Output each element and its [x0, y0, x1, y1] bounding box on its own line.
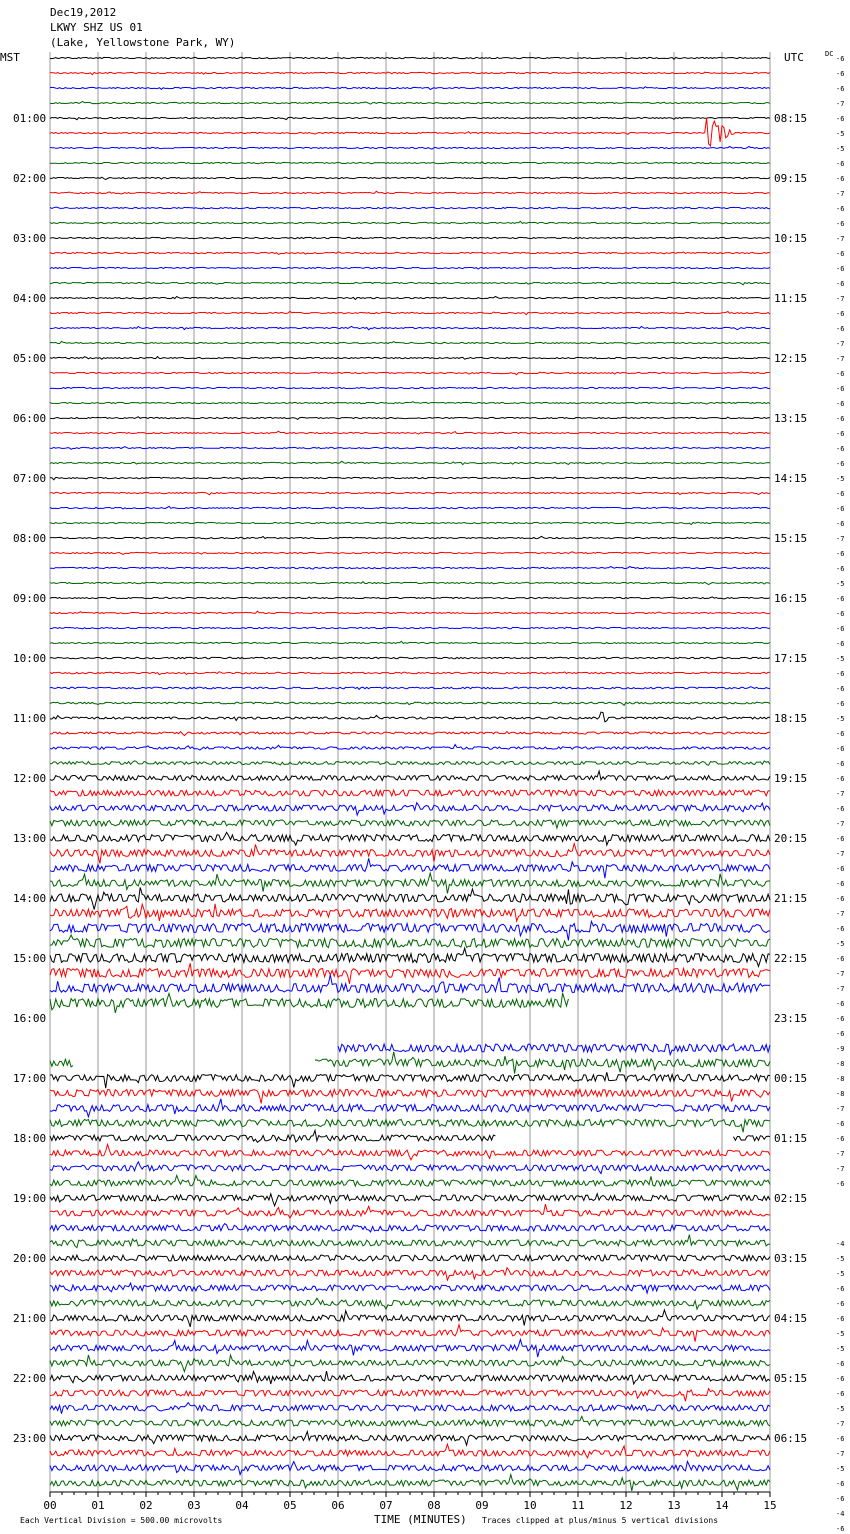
- dc-offset-label: -5: [836, 1405, 845, 1413]
- trace-row-2: [50, 87, 770, 90]
- trace-row-58: [50, 921, 770, 940]
- dc-offset-label: -6: [836, 1525, 845, 1533]
- dc-offset-label: -6: [836, 175, 845, 183]
- right-hour-label: 01:15: [774, 1132, 808, 1145]
- right-hour-label: 06:15: [774, 1432, 808, 1445]
- scale-note: Each Vertical Division = 500.00 microvolts: [20, 1516, 223, 1525]
- left-timezone: MST: [0, 51, 20, 64]
- dc-offset-label: -7: [836, 1150, 845, 1158]
- left-hour-label: 15:00: [13, 952, 47, 965]
- dc-offset-label: -5: [836, 1330, 845, 1338]
- trace-row-16: [50, 296, 770, 299]
- x-tick-label: 08: [427, 1499, 441, 1512]
- trace-row-30: [50, 506, 770, 509]
- dc-offset-label: -6: [836, 625, 845, 633]
- right-hour-label: 15:15: [774, 532, 808, 545]
- dc-offset-label: -6: [836, 280, 845, 288]
- dc-offset-label: -6: [836, 115, 845, 123]
- trace-row-52: [50, 832, 770, 845]
- dc-offset-label: -6: [836, 880, 845, 888]
- right-hour-label: 09:15: [774, 172, 808, 185]
- trace-row-26: [50, 447, 770, 450]
- dc-offset-label: -6: [836, 1300, 845, 1308]
- dc-offset-label: -7: [836, 1420, 845, 1428]
- left-hour-label: 06:00: [13, 412, 47, 425]
- x-tick-label: 11: [571, 1499, 585, 1512]
- trace-row-45: [50, 732, 770, 736]
- trace-row-93: [50, 1444, 770, 1458]
- dc-offset-label: -6: [836, 490, 845, 498]
- dc-offset-label: -6: [836, 685, 845, 693]
- x-tick-label: 06: [331, 1499, 345, 1512]
- station-id: LKWY SHZ US 01: [50, 21, 143, 34]
- x-axis: [43, 1492, 776, 1512]
- dc-offset-label: -6: [836, 1030, 845, 1038]
- trace-row-81: [50, 1268, 770, 1280]
- dc-offset-label: -5: [836, 715, 845, 723]
- dc-offset-label: -7: [836, 850, 845, 858]
- dc-offset-label: -5: [836, 655, 845, 663]
- trace-row-49: [50, 790, 770, 796]
- x-tick-label: 15: [763, 1499, 777, 1512]
- right-hour-label: 12:15: [774, 352, 808, 365]
- left-hour-label: 01:00: [13, 112, 47, 125]
- right-hour-label: 11:15: [774, 292, 808, 305]
- dc-offset-label: -7: [836, 355, 845, 363]
- trace-row-60: [50, 948, 770, 966]
- trace-row-76: [50, 1194, 770, 1206]
- dc-offset-label: -6: [836, 700, 845, 708]
- trace-row-20: [50, 357, 770, 360]
- dc-offset-label: -6: [836, 1495, 845, 1503]
- trace-row-54: [50, 858, 770, 878]
- dc-offset-label: -4: [836, 1240, 845, 1248]
- trace-row-75: [50, 1175, 770, 1186]
- trace-row-40: [50, 657, 770, 658]
- trace-row-56: [50, 887, 770, 909]
- x-tick-label: 14: [715, 1499, 729, 1512]
- dc-offset-label: -6: [836, 565, 845, 573]
- station-location: (Lake, Yellowstone Park, WY): [50, 36, 236, 49]
- trace-row-18: [50, 326, 770, 330]
- right-hour-label: 05:15: [774, 1372, 808, 1385]
- trace-row-22: [50, 387, 770, 388]
- trace-row-6: [50, 147, 770, 150]
- dc-offset-label: -6: [836, 205, 845, 213]
- trace-row-88: [50, 1371, 770, 1384]
- dc-offset-label: -5: [836, 475, 845, 483]
- trace-row-50: [50, 803, 770, 815]
- dc-offset-label: -6: [836, 70, 845, 78]
- dc-offset-label: -7: [836, 820, 845, 828]
- dc-offset-label: -6: [836, 895, 845, 903]
- trace-row-7: [50, 162, 770, 164]
- dc-offset-labels: [836, 55, 844, 1534]
- dc-offset-label: -7: [836, 1165, 845, 1173]
- left-hour-label: 16:00: [13, 1012, 47, 1025]
- dc-offset-label: -6: [836, 1000, 845, 1008]
- right-hour-label: 02:15: [774, 1192, 808, 1205]
- x-tick-label: 12: [619, 1499, 633, 1512]
- trace-row-69: [50, 1090, 770, 1104]
- dc-offset-label: -5: [836, 580, 845, 588]
- left-hour-label: 10:00: [13, 652, 47, 665]
- dc-offset-label: -6: [836, 775, 845, 783]
- trace-row-57: [50, 904, 770, 921]
- dc-offset-label: -6: [836, 1480, 845, 1488]
- x-tick-label: 05: [283, 1499, 297, 1512]
- right-hour-label: 00:15: [774, 1072, 808, 1085]
- dc-offset-label: -6: [836, 1390, 845, 1398]
- x-tick-label: 07: [379, 1499, 393, 1512]
- trace-row-15: [50, 282, 770, 285]
- dc-offset-label: -6: [836, 250, 845, 258]
- trace-row-90: [50, 1403, 770, 1414]
- trace-row-21: [50, 372, 770, 375]
- x-tick-label: 01: [91, 1499, 105, 1512]
- trace-row-87: [50, 1355, 770, 1372]
- trace-row-78: [50, 1224, 770, 1232]
- dc-offset-label: -6: [836, 385, 845, 393]
- dc-offset-label: -6: [836, 595, 845, 603]
- trace-row-63: [50, 993, 568, 1013]
- trace-row-67: [50, 1052, 770, 1074]
- dc-offset-label: -6: [836, 760, 845, 768]
- dc-offset-label: -6: [836, 370, 845, 378]
- left-hour-label: 21:00: [13, 1312, 47, 1325]
- trace-row-85: [50, 1325, 770, 1342]
- dc-offset-label: -5: [836, 1255, 845, 1263]
- trace-row-34: [50, 567, 770, 570]
- trace-row-73: [50, 1144, 770, 1159]
- trace-row-42: [50, 687, 770, 690]
- trace-row-11: [50, 221, 770, 223]
- right-hour-label: 10:15: [774, 232, 808, 245]
- left-hour-label: 05:00: [13, 352, 47, 365]
- x-tick-label: 03: [187, 1499, 201, 1512]
- dc-offset-label: -6: [836, 550, 845, 558]
- left-hour-label: 17:00: [13, 1072, 47, 1085]
- trace-row-70: [50, 1099, 770, 1117]
- trace-row-92: [50, 1432, 770, 1446]
- trace-row-48: [50, 771, 770, 781]
- trace-row-37: [50, 611, 770, 613]
- x-axis-title: TIME (MINUTES): [374, 1513, 467, 1526]
- trace-row-62: [50, 975, 770, 993]
- dc-offset-label: -7: [836, 340, 845, 348]
- trace-row-55: [50, 873, 770, 893]
- right-hour-label: 14:15: [774, 472, 808, 485]
- trace-row-4: [50, 117, 770, 119]
- dc-offset-label: -8: [836, 1075, 845, 1083]
- trace-row-13: [50, 252, 770, 255]
- trace-row-53: [50, 844, 770, 864]
- left-hour-label: 13:00: [13, 832, 47, 845]
- dc-offset-label: -6: [836, 520, 845, 528]
- trace-row-31: [50, 522, 770, 524]
- right-hour-label: 03:15: [774, 1252, 808, 1265]
- trace-row-38: [50, 627, 770, 629]
- trace-row-72: [50, 1130, 770, 1142]
- dc-offset-label: -6: [836, 220, 845, 228]
- left-hour-label: 02:00: [13, 172, 47, 185]
- trace-row-36: [50, 597, 770, 599]
- right-hour-label: 13:15: [774, 412, 808, 425]
- trace-row-82: [50, 1283, 770, 1293]
- dc-offset-label: -7: [836, 1450, 845, 1458]
- trace-row-94: [50, 1461, 770, 1474]
- x-tick-label: 00: [43, 1499, 57, 1512]
- left-hour-label: 09:00: [13, 592, 47, 605]
- right-hour-label: 20:15: [774, 832, 808, 845]
- dc-offset-label: -6: [836, 1285, 845, 1293]
- dc-offset-label: -6: [836, 265, 845, 273]
- record-date: Dec19,2012: [50, 6, 117, 19]
- trace-row-44: [50, 712, 770, 722]
- trace-row-35: [50, 582, 770, 585]
- trace-row-46: [50, 745, 770, 751]
- dc-offset-label: -6: [836, 805, 845, 813]
- right-hour-label: 04:15: [774, 1312, 808, 1325]
- left-hour-label: 04:00: [13, 292, 47, 305]
- dc-offset-label: -6: [836, 430, 845, 438]
- left-hour-label: 20:00: [13, 1252, 47, 1265]
- dc-offset-label: -7: [836, 790, 845, 798]
- dc-offset-label: -6: [836, 865, 845, 873]
- dc-offset-label: -6: [836, 730, 845, 738]
- dc-offset-label: -6: [836, 610, 845, 618]
- trace-row-24: [50, 417, 770, 420]
- dc-offset-label: -6: [836, 925, 845, 933]
- trace-row-9: [50, 191, 770, 194]
- right-hour-label: 22:15: [774, 952, 808, 965]
- left-hour-label: 23:00: [13, 1432, 47, 1445]
- dc-offset-label: -5: [836, 130, 845, 138]
- trace-row-41: [50, 672, 770, 675]
- trace-row-86: [50, 1340, 770, 1358]
- trace-row-17: [50, 311, 770, 314]
- trace-row-28: [50, 477, 770, 480]
- trace-row-3: [50, 102, 770, 105]
- right-hour-label: 17:15: [774, 652, 808, 665]
- trace-row-23: [50, 402, 770, 404]
- dc-offset-label: -6: [836, 505, 845, 513]
- dc-offset-label: -7: [836, 535, 845, 543]
- trace-row-8: [50, 177, 770, 180]
- dc-offset-label: -5: [836, 1345, 845, 1353]
- trace-row-0: [50, 57, 770, 59]
- trace-row-32: [50, 536, 770, 539]
- dc-offset-label: -7: [836, 235, 845, 243]
- right-hour-label: 16:15: [774, 592, 808, 605]
- dc-offset-label: -9: [836, 1045, 845, 1053]
- right-hour-label: 08:15: [774, 112, 808, 125]
- left-hour-label: 12:00: [13, 772, 47, 785]
- trace-row-10: [50, 207, 770, 209]
- left-hour-label: 22:00: [13, 1372, 47, 1385]
- right-hour-label: 18:15: [774, 712, 808, 725]
- dc-offset-label: -6: [836, 640, 845, 648]
- trace-row-1: [50, 72, 770, 75]
- dc-offset-label: -6: [836, 445, 845, 453]
- left-hour-label: 18:00: [13, 1132, 47, 1145]
- clip-note: Traces clipped at plus/minus 5 vertical divisions: [482, 1516, 719, 1525]
- dc-offset-label: -7: [836, 295, 845, 303]
- dc-offset-label: -6: [836, 1375, 845, 1383]
- x-tick-label: 02: [139, 1499, 153, 1512]
- dc-offset-label: -6: [836, 325, 845, 333]
- dc-offset-label: -7: [836, 910, 845, 918]
- trace-row-27: [50, 461, 770, 464]
- dc-offset-label: -7: [836, 100, 845, 108]
- right-hour-label: 21:15: [774, 892, 808, 905]
- trace-row-84: [50, 1310, 770, 1327]
- trace-row-51: [50, 820, 770, 828]
- dc-offset-label: -4: [836, 1510, 845, 1518]
- dc-offset-label: -6: [836, 1015, 845, 1023]
- x-tick-label: 13: [667, 1499, 681, 1512]
- trace-row-29: [50, 492, 770, 494]
- dc-offset-label: -6: [836, 835, 845, 843]
- dc-offset-label: -5: [836, 1465, 845, 1473]
- dc-offset-label: -6: [836, 1315, 845, 1323]
- trace-row-66: [338, 1044, 770, 1055]
- trace-row-91: [50, 1416, 770, 1426]
- trace-row-14: [50, 267, 770, 269]
- dc-offset-label: -7: [836, 970, 845, 978]
- trace-row-80: [50, 1255, 770, 1261]
- dc-offset-label: -7: [836, 1105, 845, 1113]
- dc-offset-label: -7: [836, 190, 845, 198]
- dc-offset-label: -6: [836, 1180, 845, 1188]
- trace-row-89: [50, 1389, 770, 1402]
- dc-offset-label: -6: [836, 745, 845, 753]
- dc-offset-label: -6: [836, 670, 845, 678]
- trace-row-47: [50, 761, 770, 766]
- left-hour-label: 11:00: [13, 712, 47, 725]
- seismic-traces: [50, 57, 770, 1491]
- dc-offset-label: -5: [836, 1270, 845, 1278]
- x-tick-label: 09: [475, 1499, 489, 1512]
- dc-offset-label: -6: [836, 160, 845, 168]
- trace-row-25: [50, 431, 770, 434]
- dc-offset-label: -6: [836, 85, 845, 93]
- trace-row-5: [50, 118, 770, 146]
- trace-row-12: [50, 237, 770, 238]
- trace-row-59: [50, 935, 770, 948]
- trace-row-71: [50, 1120, 770, 1133]
- trace-row-61: [50, 963, 770, 984]
- left-hour-label: 07:00: [13, 472, 47, 485]
- dc-offset-label: -8: [836, 1060, 845, 1068]
- dc-offset-label: -6: [836, 415, 845, 423]
- x-tick-label: 10: [523, 1499, 537, 1512]
- trace-row-95: [50, 1475, 770, 1491]
- dc-header: DC: [825, 50, 834, 58]
- left-hour-label: 03:00: [13, 232, 47, 245]
- trace-row-79: [50, 1235, 770, 1248]
- dc-offset-label: -6: [836, 1360, 845, 1368]
- trace-row-77: [50, 1204, 770, 1218]
- dc-offset-label: -5: [836, 940, 845, 948]
- right-hour-label: 19:15: [774, 772, 808, 785]
- dc-offset-label: -6: [836, 460, 845, 468]
- right-hour-label: 23:15: [774, 1012, 808, 1025]
- dc-offset-label: -7: [836, 985, 845, 993]
- dc-offset-label: -6: [836, 955, 845, 963]
- x-tick-label: 04: [235, 1499, 249, 1512]
- trace-row-33: [50, 552, 770, 555]
- dc-offset-label: -5: [836, 145, 845, 153]
- dc-offset-label: -6: [836, 1120, 845, 1128]
- trace-row-68: [50, 1072, 770, 1088]
- left-hour-label: 19:00: [13, 1192, 47, 1205]
- dc-offset-label: -6: [836, 310, 845, 318]
- trace-row-39: [50, 641, 770, 643]
- dc-offset-label: -6: [836, 1135, 845, 1143]
- left-hour-label: 08:00: [13, 532, 47, 545]
- right-timezone: UTC: [784, 51, 804, 64]
- dc-offset-label: -6: [836, 55, 845, 63]
- trace-row-19: [50, 341, 770, 344]
- dc-offset-label: -6: [836, 400, 845, 408]
- trace-row-74: [50, 1162, 770, 1174]
- dc-offset-label: -6: [836, 1435, 845, 1443]
- trace-row-83: [50, 1298, 770, 1309]
- left-hour-label: 14:00: [13, 892, 47, 905]
- dc-offset-label: -8: [836, 1090, 845, 1098]
- trace-row-43: [50, 702, 770, 705]
